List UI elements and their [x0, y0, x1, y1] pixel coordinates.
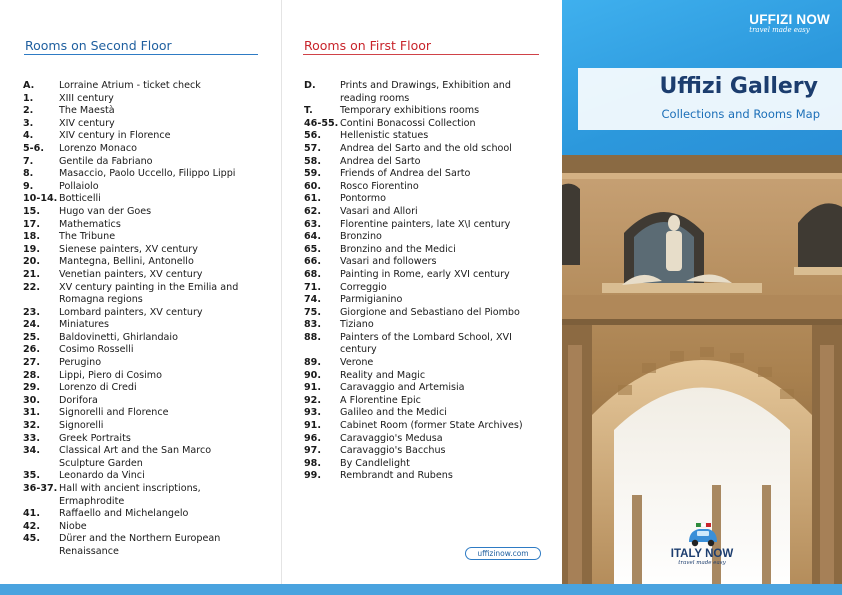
- room-name: Caravaggio's Bacchus: [340, 445, 446, 457]
- room-name: Sienese painters, XV century: [59, 243, 198, 255]
- room-name: Mantegna, Bellini, Antonello: [59, 256, 194, 268]
- room-number: 96.: [304, 432, 321, 444]
- room-name: Temporary exhibitions rooms: [340, 105, 480, 117]
- room-number: 1.: [23, 92, 34, 104]
- room-number: 35.: [23, 470, 40, 482]
- italy-now-logo: [662, 522, 742, 572]
- room-name: Painters of the Lombard School, XVI century: [340, 331, 512, 356]
- room-list-item: [23, 420, 259, 433]
- room-name: Lombard painters, XV century: [59, 306, 203, 318]
- room-name: Rosco Fiorentino: [340, 180, 419, 192]
- room-number: 27.: [23, 357, 40, 369]
- room-list-item: [304, 105, 542, 118]
- room-number: 97.: [304, 445, 321, 457]
- room-name: Bronzino and the Medici: [340, 243, 456, 255]
- room-list-item: [304, 181, 542, 194]
- room-number: 61.: [304, 193, 321, 205]
- room-name: By Candlelight: [340, 457, 410, 469]
- room-list-item: [304, 370, 542, 383]
- room-number: 91.: [304, 382, 321, 394]
- first-floor-title: Rooms on First Floor: [304, 38, 432, 53]
- room-list-item: [23, 407, 259, 420]
- room-number: 74.: [304, 294, 321, 306]
- room-name: Correggio: [340, 281, 387, 293]
- room-number: 99.: [304, 470, 321, 482]
- room-list-item: [23, 508, 259, 521]
- room-name: Dürer and the Northern European Renaissance: [59, 533, 221, 557]
- room-name: Dorifora: [59, 394, 98, 406]
- room-number: 30.: [23, 394, 40, 406]
- room-name: Florentine painters, late X\I century: [340, 218, 511, 230]
- room-number: A.: [23, 80, 35, 91]
- room-name: Hall with ancient inscriptions, Ermaphrodite: [59, 483, 201, 507]
- uffizi-now-logo: [749, 12, 830, 34]
- room-name: Vasari and Allori: [340, 205, 418, 217]
- room-list-item: [304, 168, 542, 181]
- room-name: Andrea del Sarto: [340, 155, 421, 167]
- second-floor-room-list: [23, 80, 259, 559]
- room-name: Pollaiolo: [59, 180, 99, 192]
- room-number: 88.: [304, 331, 321, 343]
- room-number: 8.: [23, 168, 34, 180]
- room-number: 25.: [23, 331, 40, 343]
- room-list-item: [23, 219, 259, 232]
- room-number: 34.: [23, 445, 40, 457]
- brand-tagline: travel made easy: [749, 26, 810, 34]
- second-floor-divider: [24, 54, 258, 55]
- room-number: 66.: [304, 256, 321, 268]
- room-list-item: [304, 156, 542, 169]
- room-name: Bronzino: [340, 231, 382, 243]
- room-name: Vasari and followers: [340, 256, 437, 268]
- room-list-item: [23, 307, 259, 320]
- room-list-item: [304, 382, 542, 395]
- bottom-bar: [562, 584, 842, 595]
- room-number: 57.: [304, 142, 321, 154]
- second-floor-title: Rooms on Second Floor: [25, 38, 172, 53]
- room-number: 75.: [304, 306, 321, 318]
- room-number: 22.: [23, 281, 40, 293]
- room-number: 2.: [23, 105, 34, 117]
- room-list-item: [23, 143, 259, 156]
- room-list-item: [23, 181, 259, 194]
- room-name: Lorenzo Monaco: [59, 142, 137, 154]
- room-name: Contini Bonacossi Collection: [340, 117, 476, 129]
- room-list-item: [304, 206, 542, 219]
- room-number: 91.: [304, 420, 321, 432]
- first-floor-room-list: [304, 80, 542, 483]
- room-name: Hellenistic statues: [340, 130, 429, 142]
- room-list-item: [304, 395, 542, 408]
- room-name: Signorelli and Florence: [59, 407, 169, 419]
- room-name: Miniatures: [59, 319, 110, 331]
- room-number: 83.: [304, 319, 321, 331]
- cover-title: Uffizi Gallery: [659, 74, 818, 99]
- room-number: 36-37.: [23, 483, 58, 494]
- room-list-item: [23, 193, 259, 206]
- website-link[interactable]: uffizinow.com: [465, 547, 541, 560]
- room-list-item: [304, 307, 542, 320]
- room-name: Mathematics: [59, 218, 121, 230]
- room-list-item: [23, 156, 259, 169]
- room-list-item: [304, 407, 542, 420]
- room-list-item: [304, 332, 542, 357]
- car-icon: [686, 522, 720, 548]
- room-name: XIV century in Florence: [59, 130, 171, 142]
- room-number: 5-6.: [23, 142, 44, 154]
- room-list-item: [304, 294, 542, 307]
- room-number: 15.: [23, 205, 40, 217]
- room-name: Greek Portraits: [59, 432, 131, 444]
- room-name: Gentile da Fabriano: [59, 155, 153, 167]
- second-floor-panel: [0, 0, 281, 595]
- room-list-item: [304, 420, 542, 433]
- room-name: The Tribune: [59, 231, 116, 243]
- room-number: 7.: [23, 155, 34, 167]
- room-number: 71.: [304, 281, 321, 293]
- room-list-item: [23, 433, 259, 446]
- room-name: Verone: [340, 357, 374, 369]
- room-name: Painting in Rome, early XVI century: [340, 268, 510, 280]
- room-name: Botticelli: [59, 193, 101, 205]
- room-name: Lippi, Piero di Cosimo: [59, 369, 163, 381]
- room-number: 26.: [23, 344, 40, 356]
- room-list-item: [23, 344, 259, 357]
- room-number: 21.: [23, 268, 40, 280]
- room-list-item: [23, 269, 259, 282]
- room-number: 4.: [23, 130, 34, 142]
- room-name: Pontormo: [340, 193, 387, 205]
- room-name: Niobe: [59, 520, 87, 532]
- room-name: Lorenzo di Credi: [59, 382, 137, 394]
- room-list-item: [304, 193, 542, 206]
- room-list-item: [23, 93, 259, 106]
- first-floor-divider: [303, 54, 539, 55]
- room-list-item: [23, 168, 259, 181]
- room-list-item: [304, 118, 542, 131]
- room-list-item: [304, 357, 542, 370]
- room-list-item: [304, 231, 542, 244]
- room-number: 98.: [304, 457, 321, 469]
- room-name: The Maestà: [59, 105, 115, 117]
- room-list-item: [23, 105, 259, 118]
- room-name: Caravaggio and Artemisia: [340, 382, 465, 394]
- room-number: 45.: [23, 533, 40, 545]
- room-name: Reality and Magic: [340, 369, 426, 381]
- room-list-item: [304, 244, 542, 257]
- room-list-item: [23, 231, 259, 244]
- room-list-item: [23, 282, 259, 307]
- room-name: Hugo van der Goes: [59, 205, 152, 217]
- room-list-item: [304, 256, 542, 269]
- room-name: Signorelli: [59, 420, 104, 432]
- room-list-item: [23, 319, 259, 332]
- room-list-item: [304, 458, 542, 471]
- room-list-item: [304, 269, 542, 282]
- room-number: 59.: [304, 168, 321, 180]
- room-name: Parmigianino: [340, 294, 403, 306]
- room-list-item: [23, 521, 259, 534]
- room-name: Cabinet Room (former State Archives): [340, 420, 523, 432]
- room-number: 63.: [304, 218, 321, 230]
- room-name: Venetian painters, XV century: [59, 268, 203, 280]
- room-number: 62.: [304, 205, 321, 217]
- room-name: Tiziano: [340, 319, 374, 331]
- room-number: 17.: [23, 218, 40, 230]
- room-name: Baldovinetti, Ghirlandaio: [59, 331, 178, 343]
- cover-panel: [562, 0, 842, 595]
- room-name: XIV century: [59, 117, 115, 129]
- room-number: 64.: [304, 231, 321, 243]
- room-list-item: [304, 130, 542, 143]
- room-list-item: [23, 382, 259, 395]
- room-list-item: [23, 80, 259, 93]
- room-number: 46-55.: [304, 117, 339, 129]
- room-name: Caravaggio's Medusa: [340, 432, 443, 444]
- room-number: 28.: [23, 369, 40, 381]
- italy-now-name: ITALY NOW: [670, 548, 734, 560]
- room-name: Perugino: [59, 357, 102, 369]
- room-number: 20.: [23, 256, 40, 268]
- room-number: 93.: [304, 407, 321, 419]
- room-number: 41.: [23, 508, 40, 520]
- room-list-item: [304, 219, 542, 232]
- room-number: D.: [304, 80, 316, 91]
- room-name: XIII century: [59, 92, 114, 104]
- room-name: XV century painting in the Emilia and Romagna regions: [59, 281, 239, 306]
- brand-name: UFFIZI NOW: [749, 12, 830, 27]
- room-name: Giorgione and Sebastiano del Piombo: [340, 306, 520, 318]
- room-number: 58.: [304, 155, 321, 167]
- room-name: Rembrandt and Rubens: [340, 470, 453, 482]
- room-number: 68.: [304, 268, 321, 280]
- italy-now-tagline: travel made easy: [678, 560, 726, 566]
- bottom-bar: [0, 584, 281, 595]
- room-list-item: [304, 319, 542, 332]
- room-number: 33.: [23, 432, 40, 444]
- room-name: Friends of Andrea del Sarto: [340, 168, 471, 180]
- room-number: 9.: [23, 180, 34, 192]
- bottom-bar: [281, 584, 562, 595]
- room-number: 90.: [304, 369, 321, 381]
- room-list-item: [304, 143, 542, 156]
- room-number: 56.: [304, 130, 321, 142]
- room-list-item: [304, 80, 542, 105]
- room-list-item: [23, 206, 259, 219]
- first-floor-panel: [281, 0, 562, 595]
- room-name: A Florentine Epic: [340, 394, 421, 406]
- room-number: 31.: [23, 407, 40, 419]
- room-list-item: [23, 483, 259, 508]
- room-list-item: [23, 357, 259, 370]
- room-number: 29.: [23, 382, 40, 394]
- room-number: 24.: [23, 319, 40, 331]
- room-list-item: [23, 370, 259, 383]
- room-list-item: [23, 244, 259, 257]
- room-number: 3.: [23, 117, 34, 129]
- room-list-item: [23, 118, 259, 131]
- room-list-item: [23, 533, 259, 558]
- room-name: Lorraine Atrium - ticket check: [59, 80, 201, 91]
- room-number: 42.: [23, 520, 40, 532]
- room-list-item: [23, 470, 259, 483]
- room-list-item: [23, 445, 259, 470]
- room-name: Leonardo da Vinci: [59, 470, 145, 482]
- room-number: 23.: [23, 306, 40, 318]
- cover-subtitle: Collections and Rooms Map: [661, 107, 820, 121]
- room-number: 65.: [304, 243, 321, 255]
- room-list-item: [23, 332, 259, 345]
- room-name: Andrea del Sarto and the old school: [340, 142, 512, 154]
- room-name: Prints and Drawings, Exhibition and reading rooms: [340, 80, 511, 104]
- room-list-item: [304, 433, 542, 446]
- room-number: 92.: [304, 394, 321, 406]
- room-number: 10-14.: [23, 193, 58, 205]
- room-number: T.: [304, 105, 313, 117]
- room-list-item: [304, 445, 542, 458]
- room-list-item: [23, 130, 259, 143]
- room-number: 18.: [23, 231, 40, 243]
- room-name: Raffaello and Michelangelo: [59, 508, 189, 520]
- room-list-item: [23, 395, 259, 408]
- room-list-item: [23, 256, 259, 269]
- room-list-item: [304, 470, 542, 483]
- room-name: Classical Art and the San Marco Sculpture Garden: [59, 445, 212, 469]
- room-number: 32.: [23, 420, 40, 432]
- room-name: Cosimo Rosselli: [59, 344, 134, 356]
- room-name: Masaccio, Paolo Uccello, Filippo Lippi: [59, 168, 236, 180]
- room-number: 60.: [304, 180, 321, 192]
- room-name: Galileo and the Medici: [340, 407, 447, 419]
- room-number: 19.: [23, 243, 40, 255]
- room-number: 89.: [304, 357, 321, 369]
- room-list-item: [304, 282, 542, 295]
